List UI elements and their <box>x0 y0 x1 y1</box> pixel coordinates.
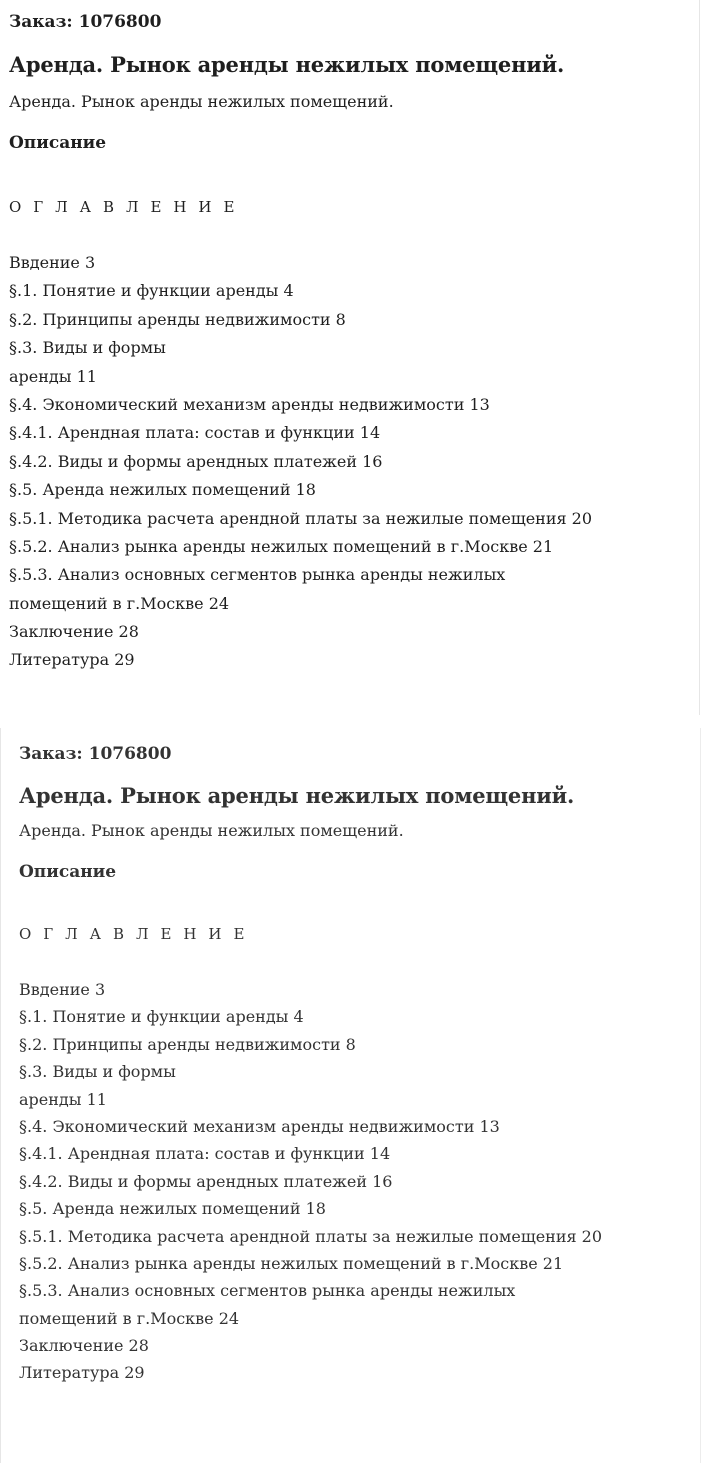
toc-item: §.4. Экономический механизм аренды недвижимости 13 <box>19 1116 500 1136</box>
document-title: Аренда. Рынок аренды нежилых помещений. <box>9 52 565 77</box>
toc-item: §.5.3. Анализ основных сегментов рынка аренды нежилых <box>9 565 506 585</box>
toc-item: Заключение 28 <box>19 1336 149 1356</box>
description-heading: Описание <box>9 133 107 153</box>
toc-heading: О Г Л А В Л Е Н И Е <box>19 925 249 943</box>
toc-item: §.5.3. Анализ основных сегментов рынка аренды нежилых <box>19 1281 516 1301</box>
toc-item: помещений в г.Москве 24 <box>9 593 230 613</box>
document-subtitle: Аренда. Рынок аренды нежилых помещений. <box>19 821 404 840</box>
toc-item: Ввдение 3 <box>9 253 96 272</box>
toc-item: аренды 11 <box>9 366 97 386</box>
toc-item: Литература 29 <box>9 650 135 670</box>
toc-item: §.1. Понятие и функции аренды 4 <box>19 1007 304 1027</box>
toc-item: §.5.1. Методика расчета арендной платы за нежилые помещения 20 <box>9 508 593 528</box>
toc-item: §.4.2. Виды и формы арендных платежей 16 <box>9 451 383 471</box>
toc-item: §.3. Виды и формы <box>9 338 166 358</box>
toc-item: §.1. Понятие и функции аренды 4 <box>9 281 294 301</box>
toc-item: §.5. Аренда нежилых помещений 18 <box>19 1199 326 1219</box>
document-panel-duplicate <box>0 728 701 1463</box>
order-number: Заказ: 1076800 <box>19 744 172 764</box>
toc-heading: О Г Л А В Л Е Н И Е <box>9 198 239 216</box>
toc-item: §.2. Принципы аренды недвижимости 8 <box>19 1034 356 1054</box>
toc-item: §.2. Принципы аренды недвижимости 8 <box>9 309 346 329</box>
toc-item: §.4.1. Арендная плата: состав и функции 14 <box>19 1144 391 1164</box>
toc-item: аренды 11 <box>19 1089 107 1109</box>
document-title: Аренда. Рынок аренды нежилых помещений. <box>19 783 575 808</box>
toc-item: §.5.2. Анализ рынка аренды нежилых помещений в г.Москве 21 <box>9 536 554 556</box>
document-subtitle: Аренда. Рынок аренды нежилых помещений. <box>9 92 394 111</box>
document-panel-primary <box>0 0 700 715</box>
table-of-contents <box>19 976 602 1387</box>
toc-item: §.4.1. Арендная плата: состав и функции 14 <box>9 423 381 443</box>
order-number: Заказ: 1076800 <box>9 12 162 32</box>
toc-item: §.5.2. Анализ рынка аренды нежилых помещений в г.Москве 21 <box>19 1253 564 1273</box>
description-heading: Описание <box>19 862 117 882</box>
toc-item: §.5. Аренда нежилых помещений 18 <box>9 480 316 500</box>
toc-item: помещений в г.Москве 24 <box>19 1308 240 1328</box>
toc-item: Литература 29 <box>19 1363 145 1383</box>
toc-item: §.4.2. Виды и формы арендных платежей 16 <box>19 1171 393 1191</box>
toc-item: §.4. Экономический механизм аренды недвижимости 13 <box>9 394 490 414</box>
toc-item: §.3. Виды и формы <box>19 1062 176 1082</box>
toc-item: Заключение 28 <box>9 622 139 642</box>
toc-item: §.5.1. Методика расчета арендной платы за нежилые помещения 20 <box>19 1226 603 1246</box>
toc-item: Ввдение 3 <box>19 980 106 999</box>
table-of-contents <box>9 249 592 675</box>
